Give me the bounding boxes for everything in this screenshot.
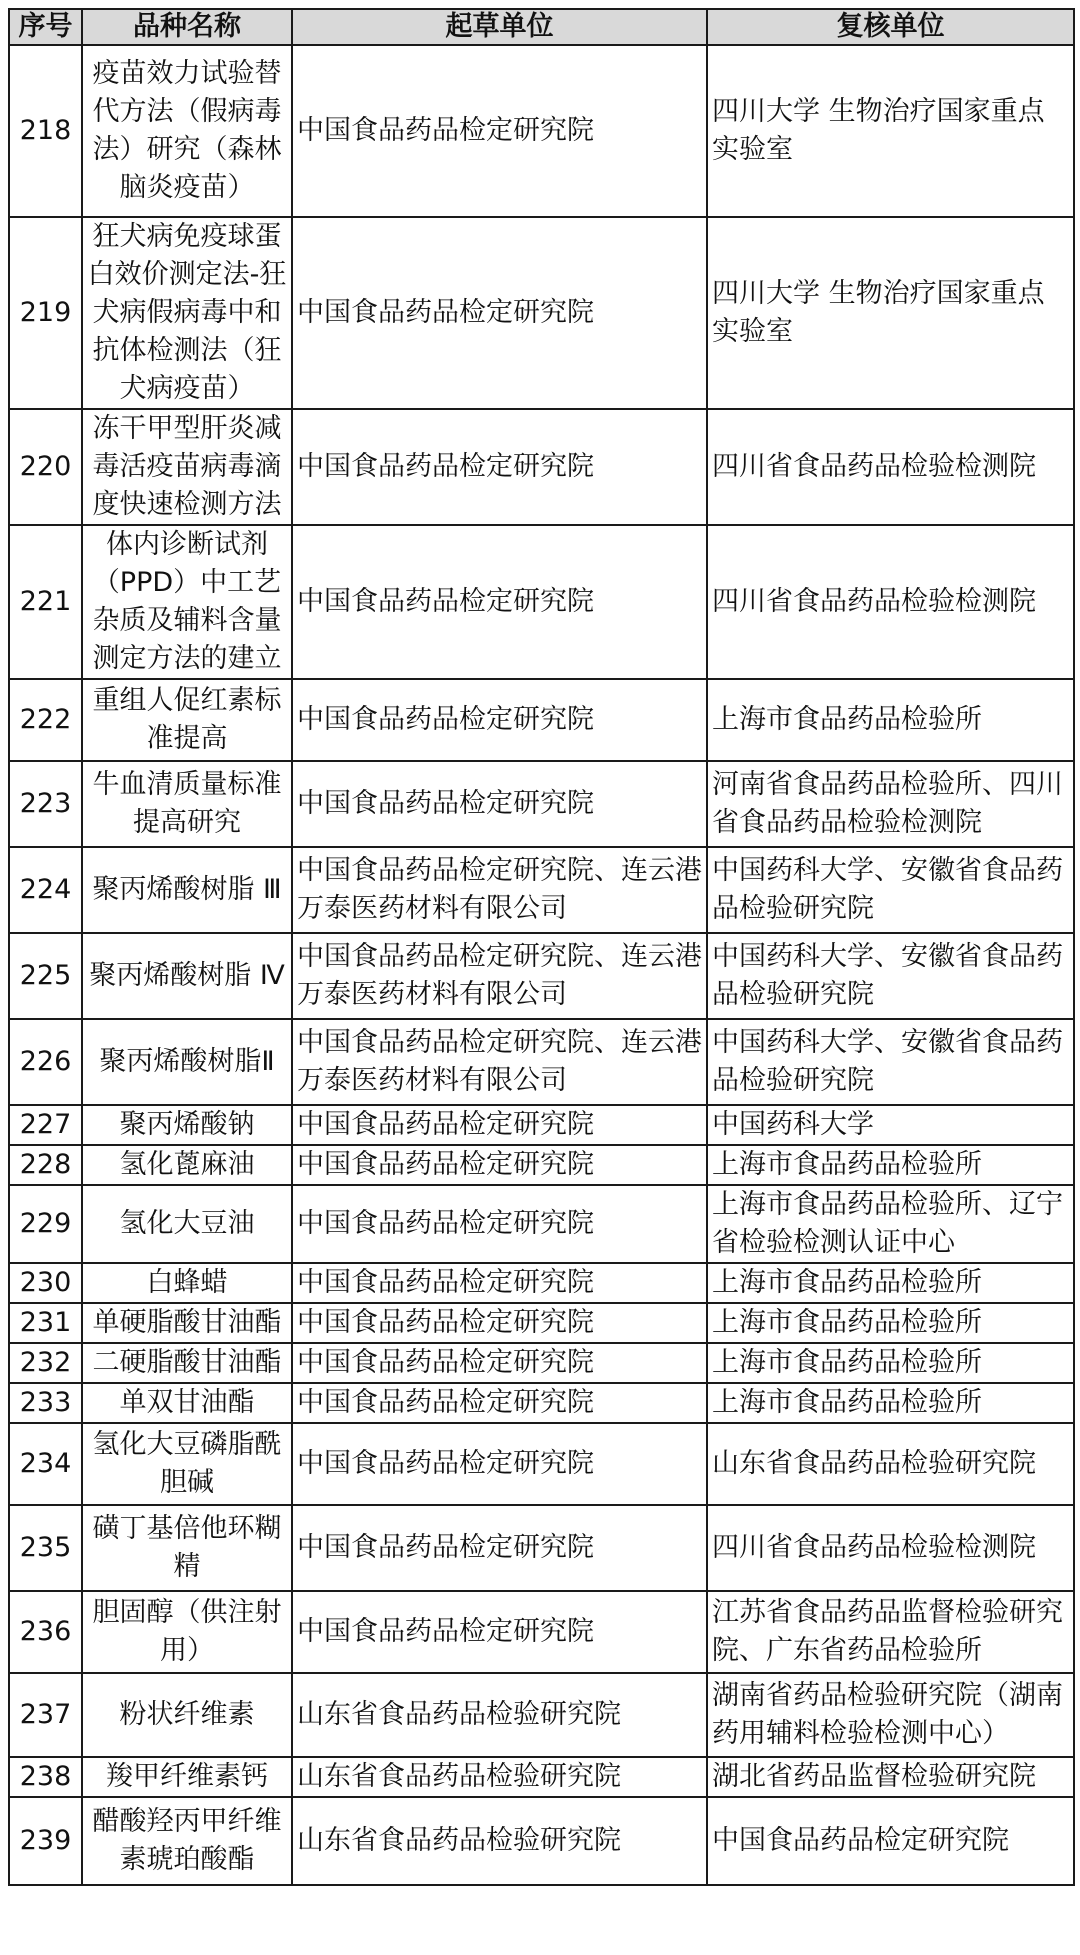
- drafting-unit: 中国食品药品检定研究院、连云港万泰医药材料有限公司: [292, 847, 707, 933]
- drafting-unit: 山东省食品药品检验研究院: [292, 1673, 707, 1757]
- row-number: 238: [9, 1757, 82, 1797]
- drafting-unit: 中国食品药品检定研究院、连云港万泰医药材料有限公司: [292, 1019, 707, 1105]
- row-number: 236: [9, 1591, 82, 1673]
- row-number: 234: [9, 1423, 82, 1505]
- header-no: 序号: [9, 9, 82, 45]
- drafting-unit: 中国食品药品检定研究院: [292, 409, 707, 525]
- review-unit: 四川大学 生物治疗国家重点实验室: [707, 217, 1074, 409]
- table-row: [9, 45, 1074, 217]
- drafting-unit: 中国食品药品检定研究院: [292, 1383, 707, 1423]
- review-unit: 上海市食品药品检验所: [707, 1145, 1074, 1185]
- product-name: 二硬脂酸甘油酯: [82, 1343, 292, 1383]
- table-row: [9, 1673, 1074, 1757]
- product-name: 重组人促红素标准提高: [82, 679, 292, 761]
- product-name: 冻干甲型肝炎减毒活疫苗病毒滴度快速检测方法: [82, 409, 292, 525]
- drafting-unit: 中国食品药品检定研究院: [292, 45, 707, 217]
- product-name: 氢化大豆油: [82, 1185, 292, 1263]
- drafting-unit: 中国食品药品检定研究院: [292, 1105, 707, 1145]
- review-unit: 四川大学 生物治疗国家重点实验室: [707, 45, 1074, 217]
- review-unit: 江苏省食品药品监督检验研究院、广东省药品检验所: [707, 1591, 1074, 1673]
- row-number: 226: [9, 1019, 82, 1105]
- row-number: 229: [9, 1185, 82, 1263]
- review-unit: 上海市食品药品检验所: [707, 1303, 1074, 1343]
- product-name: 疫苗效力试验替代方法（假病毒法）研究（森林脑炎疫苗）: [82, 45, 292, 217]
- table-row: [9, 1019, 1074, 1105]
- row-number: 221: [9, 525, 82, 679]
- drafting-unit: 中国食品药品检定研究院: [292, 1343, 707, 1383]
- row-number: 224: [9, 847, 82, 933]
- table-row: [9, 1423, 1074, 1505]
- row-number: 218: [9, 45, 82, 217]
- row-number: 235: [9, 1505, 82, 1591]
- review-unit: 山东省食品药品检验研究院: [707, 1423, 1074, 1505]
- drafting-unit: 山东省食品药品检验研究院: [292, 1797, 707, 1885]
- review-unit: 河南省食品药品检验所、四川省食品药品检验检测院: [707, 761, 1074, 847]
- product-name: 体内诊断试剂（PPD）中工艺杂质及辅料含量测定方法的建立: [82, 525, 292, 679]
- table-row: [9, 679, 1074, 761]
- header-drafter: 起草单位: [292, 9, 707, 45]
- drafting-unit: 中国食品药品检定研究院: [292, 1145, 707, 1185]
- review-unit: 上海市食品药品检验所: [707, 1263, 1074, 1303]
- table-row: [9, 525, 1074, 679]
- review-unit: 湖北省药品监督检验研究院: [707, 1757, 1074, 1797]
- drafting-unit: 中国食品药品检定研究院: [292, 1505, 707, 1591]
- drafting-unit: 中国食品药品检定研究院: [292, 1423, 707, 1505]
- review-unit: 四川省食品药品检验检测院: [707, 525, 1074, 679]
- review-unit: 上海市食品药品检验所: [707, 1383, 1074, 1423]
- drafting-unit: 中国食品药品检定研究院: [292, 217, 707, 409]
- row-number: 231: [9, 1303, 82, 1343]
- row-number: 223: [9, 761, 82, 847]
- product-name: 聚丙烯酸树脂Ⅱ: [82, 1019, 292, 1105]
- table-row: [9, 409, 1074, 525]
- table-row: [9, 1383, 1074, 1423]
- table-row: [9, 217, 1074, 409]
- drafting-unit: 中国食品药品检定研究院: [292, 679, 707, 761]
- product-name: 牛血清质量标准提高研究: [82, 761, 292, 847]
- drafting-unit: 中国食品药品检定研究院、连云港万泰医药材料有限公司: [292, 933, 707, 1019]
- row-number: 222: [9, 679, 82, 761]
- review-unit: 中国药科大学: [707, 1105, 1074, 1145]
- review-unit: 上海市食品药品检验所、辽宁省检验检测认证中心: [707, 1185, 1074, 1263]
- table-row: [9, 1185, 1074, 1263]
- review-unit: 上海市食品药品检验所: [707, 679, 1074, 761]
- review-unit: 湖南省药品检验研究院（湖南药用辅料检验检测中心）: [707, 1673, 1074, 1757]
- table-row: [9, 1105, 1074, 1145]
- table-row: [9, 1303, 1074, 1343]
- table-row: [9, 761, 1074, 847]
- table-row: [9, 933, 1074, 1019]
- product-name: 聚丙烯酸钠: [82, 1105, 292, 1145]
- row-number: 233: [9, 1383, 82, 1423]
- product-name: 醋酸羟丙甲纤维素琥珀酸酯: [82, 1797, 292, 1885]
- row-number: 232: [9, 1343, 82, 1383]
- product-name: 白蜂蜡: [82, 1263, 292, 1303]
- table-row: [9, 847, 1074, 933]
- product-name: 氢化大豆磷脂酰胆碱: [82, 1423, 292, 1505]
- drafting-unit: 中国食品药品检定研究院: [292, 1185, 707, 1263]
- standards-table: [8, 8, 1075, 1886]
- review-unit: 中国药科大学、安徽省食品药品检验研究院: [707, 933, 1074, 1019]
- review-unit: 四川省食品药品检验检测院: [707, 409, 1074, 525]
- review-unit: 中国药科大学、安徽省食品药品检验研究院: [707, 1019, 1074, 1105]
- drafting-unit: 中国食品药品检定研究院: [292, 1591, 707, 1673]
- header-name: 品种名称: [82, 9, 292, 45]
- row-number: 230: [9, 1263, 82, 1303]
- product-name: 狂犬病免疫球蛋白效价测定法-狂犬病假病毒中和抗体检测法（狂犬病疫苗）: [82, 217, 292, 409]
- product-name: 单双甘油酯: [82, 1383, 292, 1423]
- table-row: [9, 1145, 1074, 1185]
- row-number: 237: [9, 1673, 82, 1757]
- row-number: 227: [9, 1105, 82, 1145]
- drafting-unit: 中国食品药品检定研究院: [292, 761, 707, 847]
- table-row: [9, 1505, 1074, 1591]
- review-unit: 四川省食品药品检验检测院: [707, 1505, 1074, 1591]
- product-name: 羧甲纤维素钙: [82, 1757, 292, 1797]
- product-name: 单硬脂酸甘油酯: [82, 1303, 292, 1343]
- table-row: [9, 1343, 1074, 1383]
- table-row: [9, 1797, 1074, 1885]
- product-name: 粉状纤维素: [82, 1673, 292, 1757]
- row-number: 228: [9, 1145, 82, 1185]
- table-row: [9, 1757, 1074, 1797]
- header-row: [9, 9, 1074, 45]
- drafting-unit: 中国食品药品检定研究院: [292, 1303, 707, 1343]
- drafting-unit: 山东省食品药品检验研究院: [292, 1757, 707, 1797]
- product-name: 聚丙烯酸树脂 Ⅳ: [82, 933, 292, 1019]
- product-name: 胆固醇（供注射用）: [82, 1591, 292, 1673]
- drafting-unit: 中国食品药品检定研究院: [292, 1263, 707, 1303]
- row-number: 239: [9, 1797, 82, 1885]
- row-number: 219: [9, 217, 82, 409]
- product-name: 聚丙烯酸树脂 Ⅲ: [82, 847, 292, 933]
- table-row: [9, 1263, 1074, 1303]
- drafting-unit: 中国食品药品检定研究院: [292, 525, 707, 679]
- row-number: 220: [9, 409, 82, 525]
- product-name: 氢化蓖麻油: [82, 1145, 292, 1185]
- row-number: 225: [9, 933, 82, 1019]
- review-unit: 中国食品药品检定研究院: [707, 1797, 1074, 1885]
- product-name: 磺丁基倍他环糊精: [82, 1505, 292, 1591]
- table-row: [9, 1591, 1074, 1673]
- review-unit: 上海市食品药品检验所: [707, 1343, 1074, 1383]
- header-reviewer: 复核单位: [707, 9, 1074, 45]
- review-unit: 中国药科大学、安徽省食品药品检验研究院: [707, 847, 1074, 933]
